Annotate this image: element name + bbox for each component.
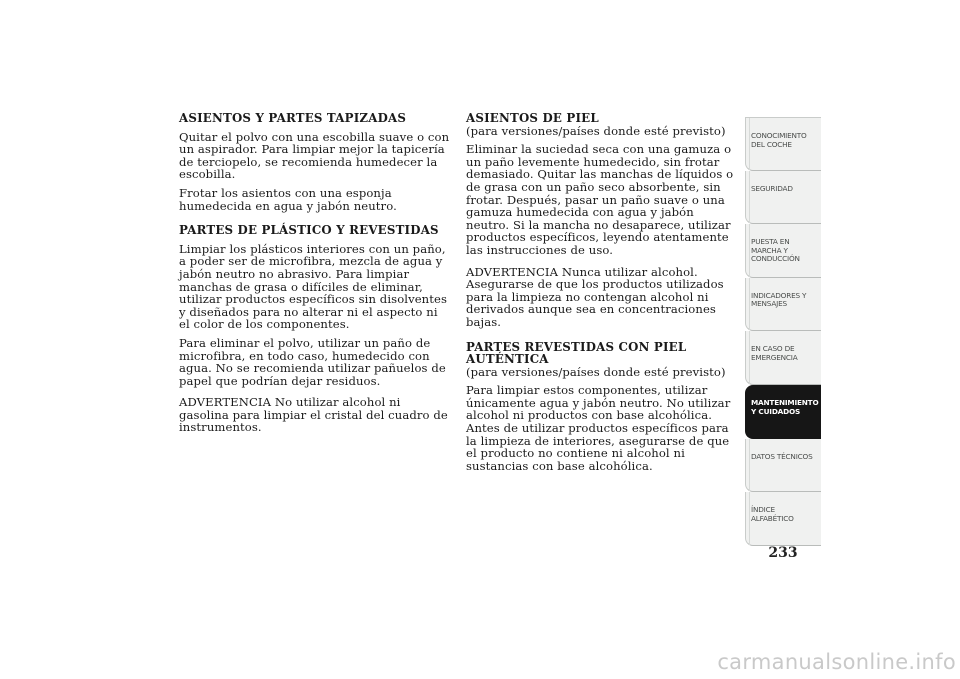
tab-en-caso-de-emergencia[interactable]: EN CASO DE EMERGENCIA	[745, 331, 821, 385]
section-subtitle: (para versiones/países donde esté previsto)	[466, 123, 726, 138]
section-heading-seats-upholstery: ASIENTOS Y PARTES TAPIZADAS	[179, 111, 407, 125]
watermark: carmanualsonline.info	[717, 650, 956, 674]
right-column	[466, 112, 738, 472]
paragraph: Para eliminar el polvo, utilizar un paño de microfibra, en todo caso, humedecido con agua. No se recomienda utilizar pañuelos de papel que podrían dejar residuos.	[179, 335, 446, 388]
paragraph: Quitar el polvo con una escobilla suave o con un aspirador. Para limpiar mejor la tapicería de terciopelo, se recomienda humedecer la escobilla.	[179, 129, 450, 182]
paragraph: Limpiar los plásticos interiores con un paño, a poder ser de microfibra, mezcla de agua y jabón neutro no abrasivo. Para limpiar manchas de grasa o difíciles de eliminar, utilizar productos específicos sin disolventes y diseñados para no alterar ni el aspecto ni el color de los componentes.	[179, 241, 448, 332]
tab-conocimiento-del-coche[interactable]: CONOCIMIENTO DEL COCHE	[745, 117, 821, 171]
tab-puesta-en-marcha[interactable]: PUESTA EN MARCHA Y CONDUCCIÓN	[745, 224, 821, 278]
paragraph: Eliminar la suciedad seca con una gamuza o un paño levemente humedecido, sin frotar demasiado. Quitar las manchas de líquidos o de grasa con un paño seco absorbente, sin frotar. Después, pasar un paño suave o una gamuza humedecida con agua y jabón neutro. Si la mancha no desaparece, utilizar productos específicos, leyendo atentamente las instrucciones de uso.	[466, 142, 734, 257]
page-number: 233	[768, 545, 798, 561]
section-heading-leather-seats: ASIENTOS DE PIEL	[466, 111, 599, 125]
chapter-tabs	[745, 117, 821, 546]
tab-indicadores-mensajes[interactable]: INDICADORES Y MENSAJES	[745, 278, 821, 332]
left-column	[179, 112, 451, 434]
tab-mantenimiento-cuidados[interactable]: MANTENIMIENTO Y CUIDADOS	[745, 385, 821, 439]
paragraph: Frotar los asientos con una esponja humedecida en agua y jabón neutro.	[179, 185, 397, 213]
tab-datos-tecnicos[interactable]: DATOS TÉCNICOS	[745, 439, 821, 493]
warning-paragraph: ADVERTENCIA Nunca utilizar alcohol. Asegurarse de que los productos utilizados para la limpieza no contengan alcohol ni derivados aunque sea en concentraciones bajas.	[466, 264, 724, 329]
paragraph: Para limpiar estos componentes, utilizar únicamente agua y jabón neutro. No utilizar alcohol ni productos con base alcohólica. Antes de utilizar productos específicos para la limpieza de interiores, asegurarse de que el producto no contiene ni alcohol ni sustancias con base alcohólica.	[466, 383, 731, 473]
section-subtitle: (para versiones/países donde esté previsto)	[466, 364, 726, 379]
warning-paragraph: ADVERTENCIA No utilizar alcohol ni gasolina para limpiar el cristal del cuadro de instrumentos.	[179, 395, 448, 435]
tab-seguridad[interactable]: SEGURIDAD	[745, 171, 821, 225]
section-heading-leather-parts: PARTES REVESTIDAS CON PIEL AUTÉNTICA	[466, 339, 687, 367]
tab-indice-alfabetico[interactable]: ÍNDICE ALFABÉTICO	[745, 492, 821, 546]
section-heading-plastic-parts: PARTES DE PLÁSTICO Y REVESTIDAS	[179, 223, 439, 238]
